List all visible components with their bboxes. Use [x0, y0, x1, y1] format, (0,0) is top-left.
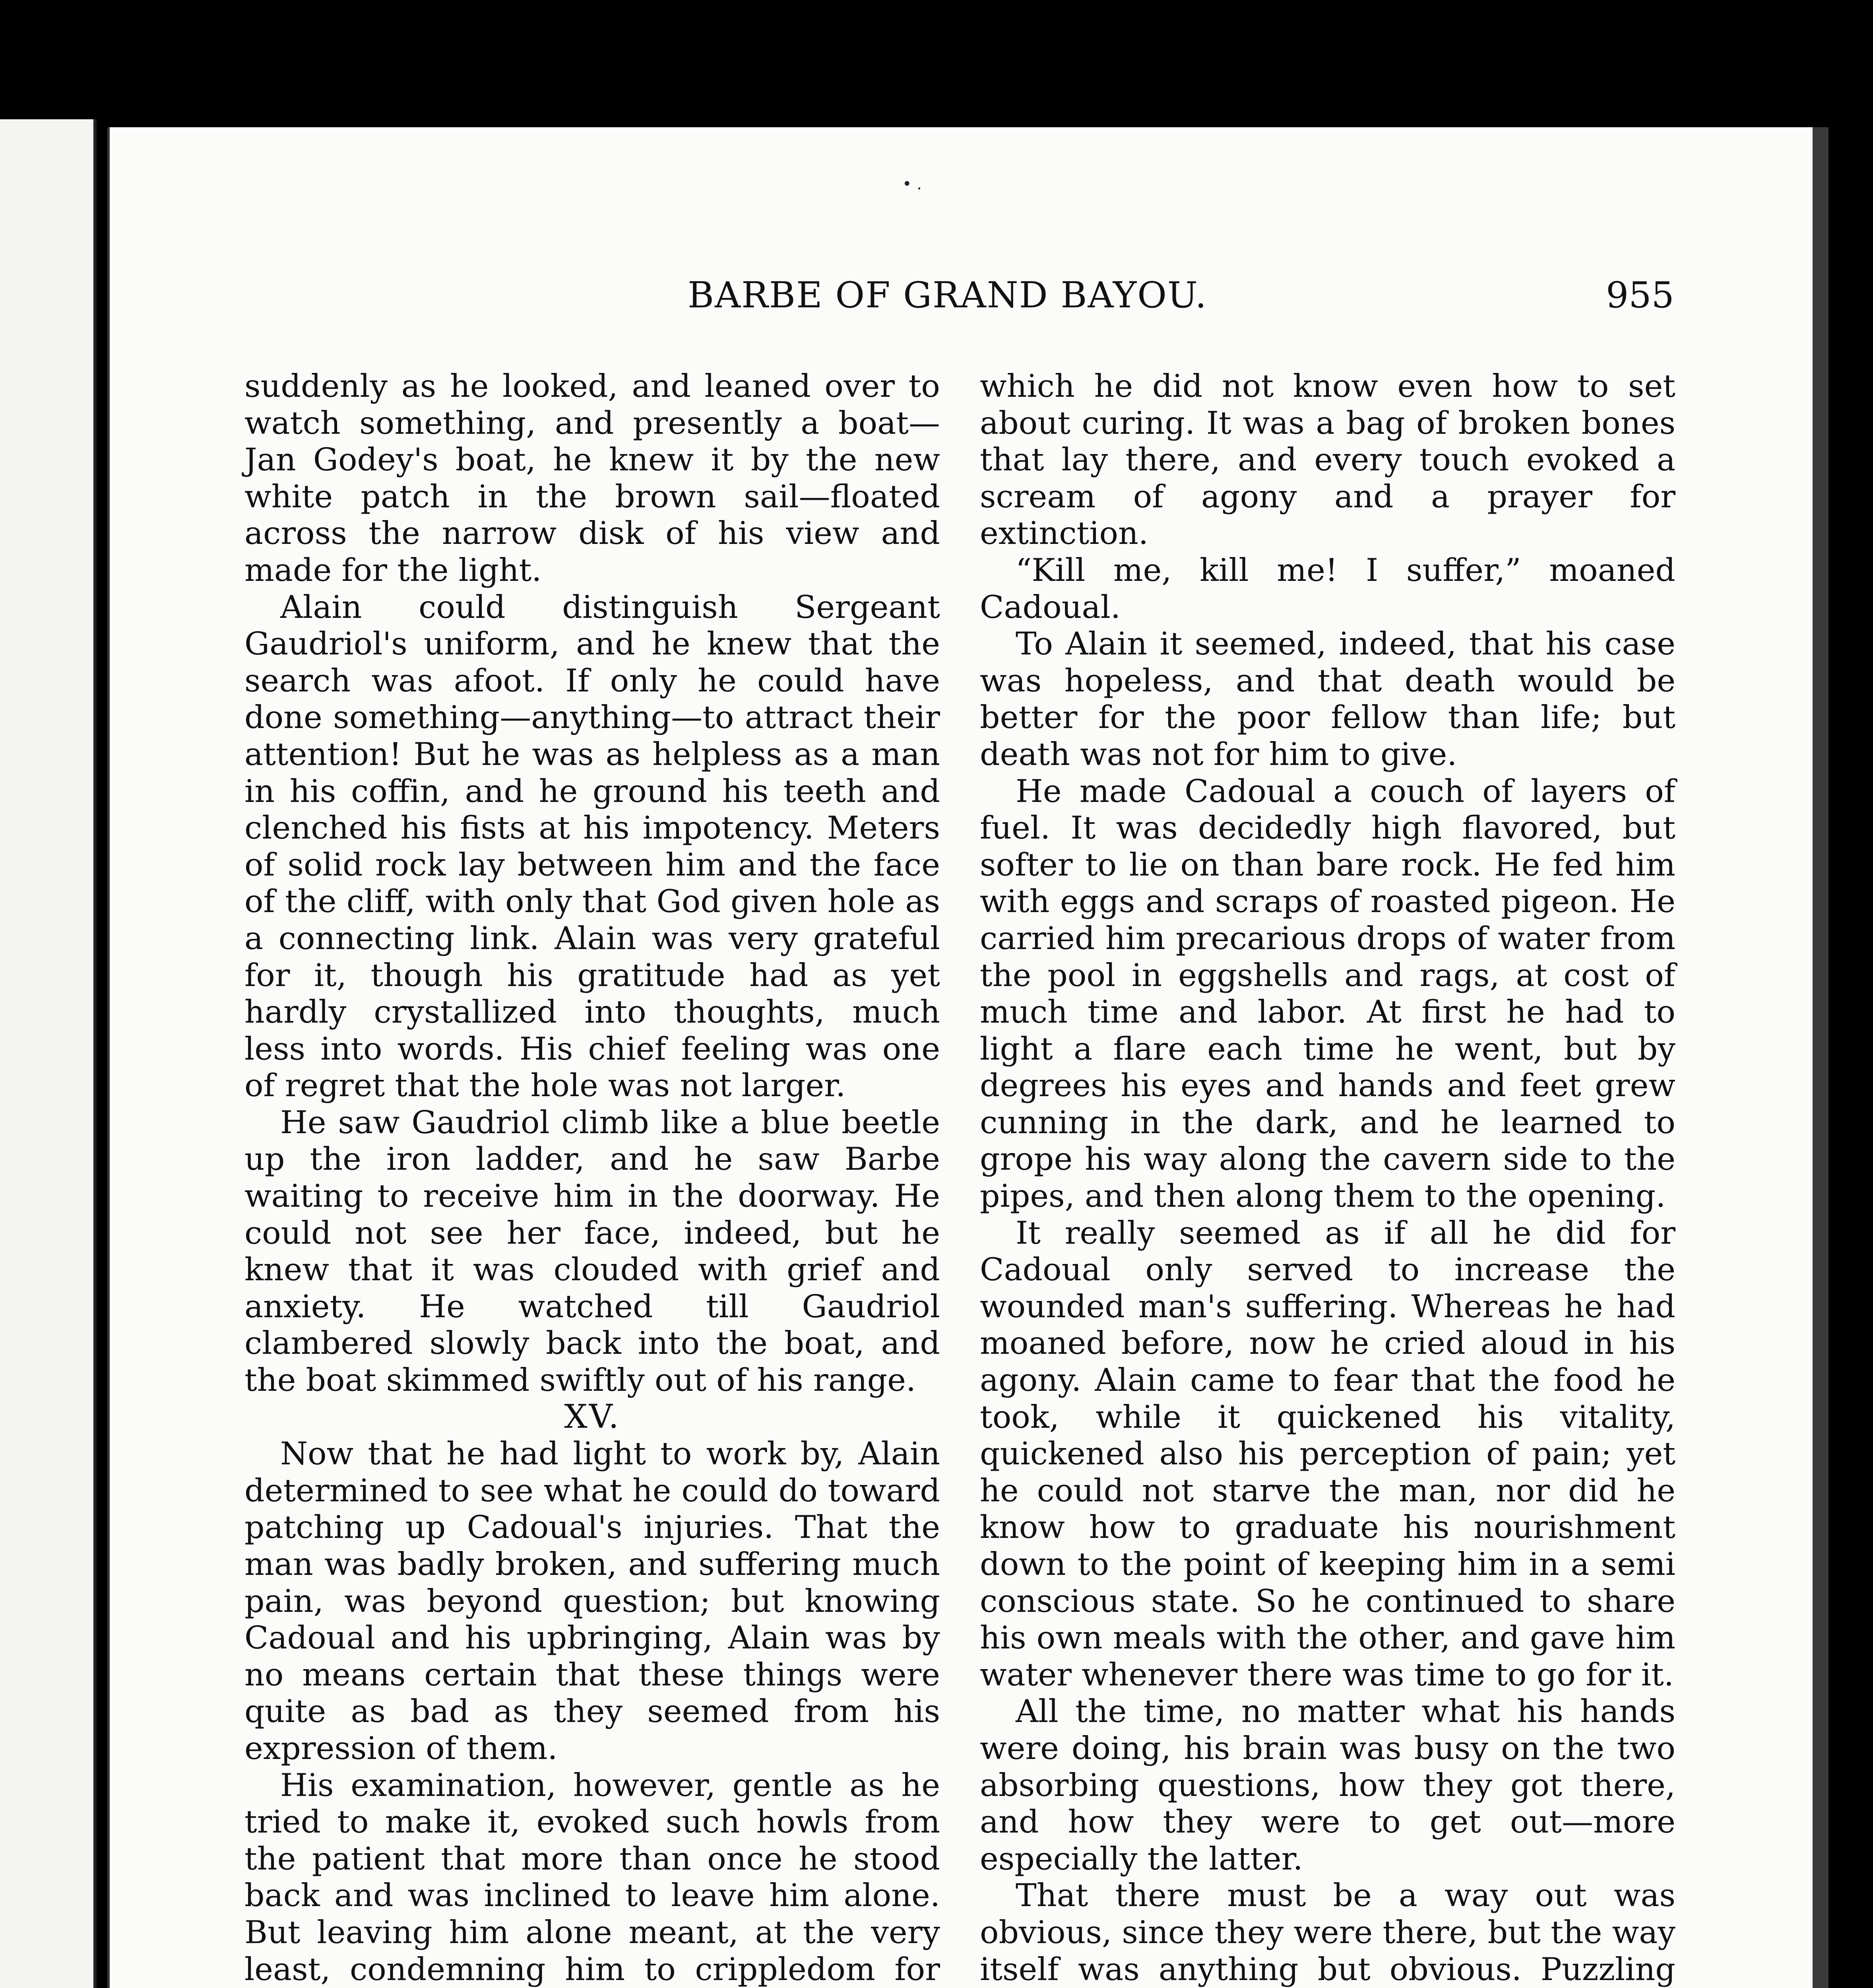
paragraph: which he did not know even how to set about curing. It was a bag of broken bones that lay there, and every touch evoked a scream of agony and a prayer for extinction. — [980, 368, 1675, 552]
paragraph: His examination, however, gentle as he tried to make it, evoked such howls from the patient that more than once he stood back and was inclined to leave him alone. But leaving him alone meant, at the very least, condemning him to crippledom for — [244, 1767, 940, 1988]
running-head: BARBE OF GRAND BAYOU. — [688, 274, 1208, 316]
facing-page-edge — [0, 119, 97, 1988]
paragraph: All the time, no matter what his hands were doing, his brain was busy on the two absorbing questions, how they got there, and how they were to get out—more especially the latter. — [980, 1693, 1675, 1877]
paragraph: “Kill me, kill me! I suffer,” moaned Cadoual. — [980, 551, 1675, 625]
section-heading: XV. — [564, 1398, 620, 1436]
paragraph: To Alain it seemed, indeed, that his case was hopeless, and that death would be better for the poor fellow than life; but death was not for him to give. — [980, 625, 1675, 773]
paragraph: He made Cadoual a couch of layers of fuel. It was decidedly high flavored, but softer to lie on than bare rock. He fed him with eggs and scraps of roasted pigeon. He carried him precarious drops of water from the pool in eggshells and rags, at cost of much time and labor. At first he had to light a flare each time he went, but by degrees his eyes and hands and feet grew cunning in the dark, and he learned to grope his way along the cavern side to the pipes, and then along them to the opening. — [980, 773, 1675, 1215]
paragraph: He saw Gaudriol climb like a blue beetle up the iron ladder, and he saw Barbe waiting to receive him in the doorway. He could not see her face, indeed, but he knew that it was clouded with grief and anxiety. He watched till Gaudriol clambered slowly back into the boat, and the boat skimmed swiftly out of his range. — [244, 1104, 940, 1399]
paragraph: suddenly as he looked, and leaned over to watch something, and presently a boat—Jan Godey's boat, he knew it by the new white patch in the brown sail—floated across the narrow disk of his view and made for the light. — [244, 368, 940, 588]
paragraph: That there must be a way out was obvious, since they were there, but the way itself was anything but obvious. Puzzling — [980, 1877, 1675, 1988]
left-column — [244, 368, 940, 1988]
paragraph: Now that he had light to work by, Alain determined to see what he could do toward patching up Cadoual's injuries. That the man was badly broken, and suffering much pain, was beyond question; but knowing Cadoual and his upbringing, Alain was by no means certain that these things were quite as bad as they seemed from his expression of them. — [244, 1435, 940, 1767]
paragraph: Alain could distinguish Sergeant Gaudriol's uniform, and he knew that the search was afoot. If only he could have done something—anything—to attract their attention! But he was as helpless as a man in his coffin, and he ground his teeth and clenched his fists at his impotency. Meters of solid rock lay between him and the face of the cliff, with only that God given hole as a connecting link. Alain was very grateful for it, though his gratitude had as yet hardly crystallized into thoughts, much less into words. His chief feeling was one of regret that the hole was not larger. — [244, 588, 940, 1104]
right-column — [980, 368, 1675, 1988]
paragraph: It really seemed as if all he did for Cadoual only served to increase the wounded man's suffering. Whereas he had moaned before, now he cried aloud in his agony. Alain came to fear that the food he took, while it quickened his vitality, quickened also his perception of pain; yet he could not starve the man, nor did he know how to graduate his nourishment down to the point of keeping him in a semi conscious state. So he continued to share his own meals with the other, and gave him water whenever there was time to go for it. — [980, 1214, 1675, 1693]
page-edge-shadow — [1813, 127, 1828, 1988]
page-number: 955 — [1606, 274, 1674, 316]
decorative-dots: • . — [902, 175, 922, 193]
